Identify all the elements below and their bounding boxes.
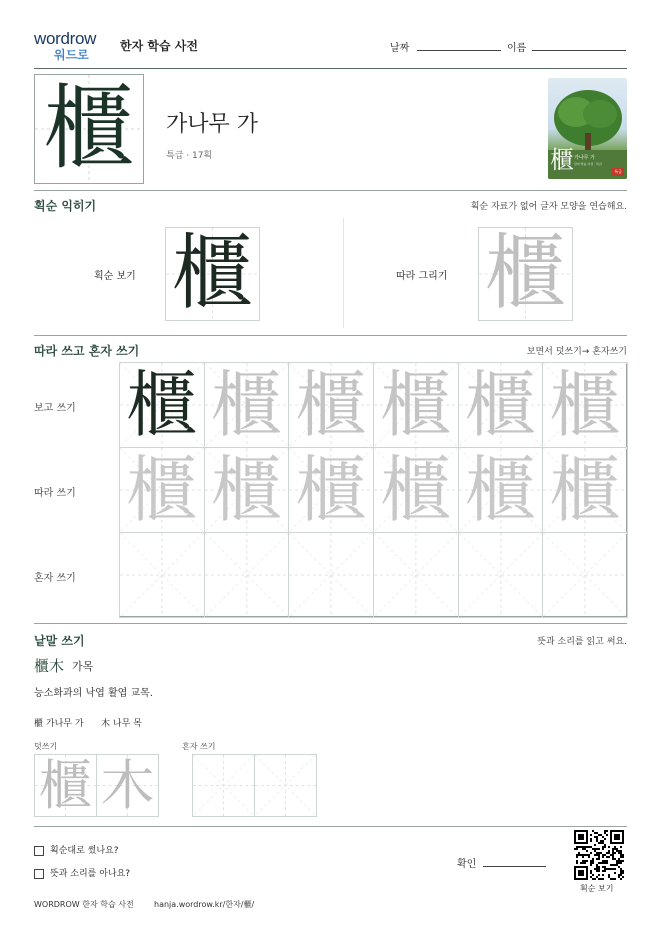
stroke-view-label: 획순 보기 — [94, 271, 136, 282]
qr-label: 획순 보기 — [580, 884, 614, 893]
practice-cell[interactable] — [458, 447, 544, 533]
practice-character: 櫃 — [210, 363, 283, 447]
word-char-1-hanja: 櫃 — [34, 719, 44, 729]
word-char-1-gloss: 가나무 가 — [45, 719, 84, 729]
confirm-label: 확인 — [457, 859, 477, 870]
practice-cell[interactable] — [204, 532, 290, 618]
word-section-note: 뜻과 소리를 읽고 써요. — [537, 637, 627, 647]
checkbox-2[interactable] — [34, 869, 44, 879]
practice-character: 櫃 — [125, 363, 198, 447]
check-item-1[interactable] — [34, 843, 119, 856]
practice-cell[interactable] — [204, 447, 290, 533]
row-label-trace: 따라 쓰기 — [34, 488, 76, 499]
word-reading: 가목 — [72, 660, 94, 673]
practice-cell[interactable] — [288, 447, 374, 533]
name-label: 이름 — [507, 43, 527, 54]
practice-character: 櫃 — [295, 448, 368, 532]
word-section-title: 낱말 쓰기 — [34, 634, 85, 648]
cover-image — [548, 78, 627, 179]
practice-cell[interactable] — [288, 362, 374, 448]
practice-character: 櫃 — [464, 363, 537, 447]
word-char-2-gloss: 나무 목 — [112, 719, 142, 729]
practice-character: 櫃 — [379, 448, 452, 532]
main-character: 櫃 — [42, 75, 135, 182]
checkbox-1[interactable] — [34, 846, 44, 856]
practice-cell[interactable] — [119, 532, 205, 618]
word-char-2-hanja: 木 — [101, 719, 111, 729]
practice-cell[interactable] — [373, 447, 459, 533]
practice-character: 櫃 — [549, 448, 622, 532]
footer-brand: WORDROW 한자 학습 사전 — [34, 900, 134, 909]
character-meta: 특급 · 17획 — [166, 151, 213, 161]
divider-1 — [34, 190, 627, 191]
row-label-view: 보고 쓰기 — [34, 403, 76, 414]
trace-label: 따라 그리기 — [396, 271, 448, 282]
date-field[interactable] — [417, 50, 501, 51]
word-hanja: 櫃木 — [34, 657, 65, 675]
footer-url[interactable]: hanja.wordrow.kr/한자/櫃/ — [154, 900, 255, 909]
stroke-view-character: 櫃 — [171, 227, 254, 321]
cover-character: 櫃 — [550, 146, 574, 174]
qr-code[interactable] — [574, 830, 624, 880]
cover-title: 가나무 가 — [574, 155, 595, 161]
practice-cell[interactable] — [119, 362, 205, 448]
cover-subtitle: 한자 학습 사전 · 특급 — [574, 162, 602, 166]
word-solo-box-1[interactable] — [192, 754, 255, 817]
date-label: 날짜 — [390, 43, 410, 54]
word-trace-label: 덧쓰기 — [34, 742, 58, 751]
practice-cell[interactable] — [373, 362, 459, 448]
word-char-1 — [34, 716, 84, 729]
practice-cell[interactable] — [458, 532, 544, 618]
check-item-2[interactable] — [34, 866, 130, 879]
word-solo-label: 혼자 쓰기 — [182, 742, 216, 751]
divider-3 — [34, 623, 627, 624]
practice-cell[interactable] — [288, 532, 374, 618]
practice-cell[interactable] — [542, 447, 628, 533]
stroke-section-title: 획순 익히기 — [34, 199, 97, 213]
practice-cell[interactable] — [119, 447, 205, 533]
logo[interactable] — [34, 29, 114, 63]
word-description: 능소화과의 낙엽 활엽 교목. — [34, 688, 153, 699]
practice-cell[interactable] — [458, 362, 544, 448]
row-label-solo: 혼자 쓰기 — [34, 573, 76, 584]
practice-section-note: 보면서 덧쓰기→ 혼자쓰기 — [526, 347, 627, 357]
word-trace-box-2[interactable] — [96, 754, 159, 817]
cover-tag: 특급 — [614, 169, 622, 174]
stroke-section-separator — [343, 218, 344, 328]
practice-character: 櫃 — [464, 448, 537, 532]
stroke-view-box — [165, 227, 260, 321]
practice-cell[interactable] — [204, 362, 290, 448]
check-label-1: 획순대로 썼나요? — [50, 846, 119, 856]
practice-cell[interactable] — [542, 532, 628, 618]
check-label-2: 뜻과 소리를 아나요? — [50, 869, 131, 879]
practice-section-title: 따라 쓰고 혼자 쓰기 — [34, 344, 140, 358]
practice-character: 櫃 — [210, 448, 283, 532]
header-title: 한자 학습 사전 — [120, 39, 198, 53]
name-field[interactable] — [532, 50, 626, 51]
word-solo-box-2[interactable] — [254, 754, 317, 817]
stroke-section-note: 획순 자료가 없어 글자 모양을 연습해요. — [470, 202, 627, 212]
confirm-field[interactable] — [483, 866, 546, 867]
trace-character: 櫃 — [484, 227, 567, 321]
word-trace-char-2: 木 — [100, 754, 155, 817]
main-character-box — [34, 74, 144, 184]
practice-character: 櫃 — [295, 363, 368, 447]
word-trace-char-1: 櫃 — [38, 754, 93, 817]
practice-character: 櫃 — [379, 363, 452, 447]
trace-box[interactable] — [478, 227, 573, 321]
practice-cell[interactable] — [373, 532, 459, 618]
header-divider — [34, 68, 627, 69]
practice-character: 櫃 — [125, 448, 198, 532]
word-trace-box-1[interactable] — [34, 754, 97, 817]
word-char-2 — [101, 716, 142, 729]
character-meaning: 가나무 가 — [166, 112, 259, 137]
logo-korean: 워드로 — [54, 48, 89, 62]
divider-4 — [34, 826, 627, 827]
practice-character: 櫃 — [549, 363, 622, 447]
practice-cell[interactable] — [542, 362, 628, 448]
logo-wordmark: wordrow — [34, 29, 97, 48]
divider-2 — [34, 335, 627, 336]
